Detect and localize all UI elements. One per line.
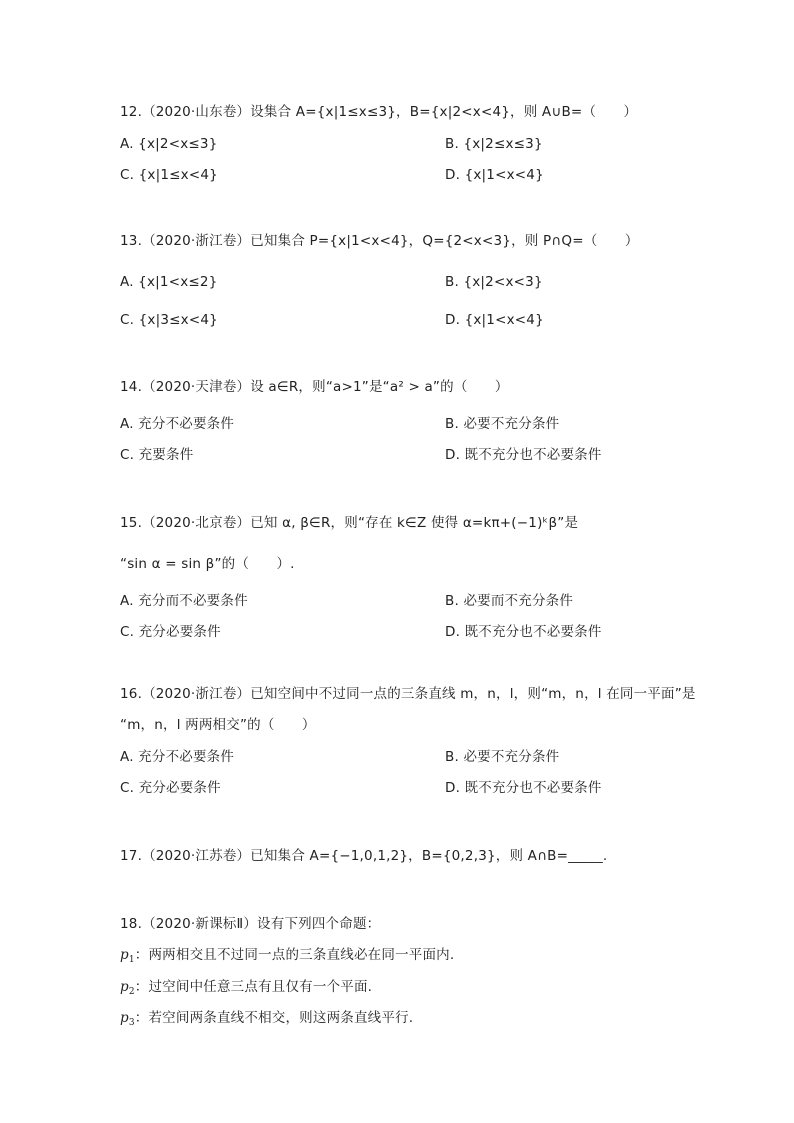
question-16-option-d: D. 既不充分也不必要条件 xyxy=(445,780,602,796)
question-12-stem: 12.（2020·山东卷）设集合 A={x|1≤x≤3}，B={x|2<x<4}，则 A∪B=（ ） xyxy=(120,104,638,120)
question-15-stem-continued: “sin α = sin β”的（ ）. xyxy=(120,556,295,572)
proposition-label: p xyxy=(120,979,129,995)
question-15-option-b: B. 必要而不充分条件 xyxy=(445,593,574,609)
question-14-option-b: B. 必要不充分条件 xyxy=(445,416,560,432)
question-13-option-c: C. {x|3≤x<4} xyxy=(120,312,218,328)
proposition-p3 xyxy=(120,1009,413,1032)
question-16-option-b: B. 必要不充分条件 xyxy=(445,749,560,765)
proposition-text: ：两两相交且不过同一点的三条直线必在同一平面内. xyxy=(134,947,455,963)
question-17-stem: 17.（2020·江苏卷）已知集合 A={−1,0,1,2}，B={0,2,3}，则 A∩B=_____. xyxy=(120,848,608,864)
question-13-option-a: A. {x|1<x≤2} xyxy=(120,274,218,290)
proposition-index: 1 xyxy=(128,955,135,965)
proposition-p1 xyxy=(120,946,454,969)
proposition-index: 3 xyxy=(128,1018,135,1028)
question-12-option-c: C. {x|1≤x<4} xyxy=(120,167,218,183)
question-15-stem: 15.（2020·北京卷）已知 α, β∈R，则“存在 k∈Z 使得 α=kπ+(−1)ᵏβ”是 xyxy=(120,515,579,531)
proposition-p2 xyxy=(120,978,372,1001)
question-15-option-d: D. 既不充分也不必要条件 xyxy=(445,624,602,640)
proposition-text: ：过空间中任意三点有且仅有一个平面. xyxy=(134,979,373,995)
question-16-stem-continued: “m，n，l 两两相交”的（ ） xyxy=(120,717,316,733)
question-15-option-a: A. 充分而不必要条件 xyxy=(120,593,248,609)
question-16-stem: 16.（2020·浙江卷）已知空间中不过同一点的三条直线 m，n，l，则“m，n，l 在同一平面”是 xyxy=(120,686,696,702)
proposition-index: 2 xyxy=(128,987,135,997)
question-13-option-d: D. {x|1<x<4} xyxy=(445,312,544,328)
question-12-option-a: A. {x|2<x≤3} xyxy=(120,136,218,152)
question-18-stem: 18.（2020·新课标Ⅱ）设有下列四个命题： xyxy=(120,916,381,932)
question-14-option-d: D. 既不充分也不必要条件 xyxy=(445,447,602,463)
question-14-option-a: A. 充分不必要条件 xyxy=(120,416,235,432)
question-12-option-d: D. {x|1<x<4} xyxy=(445,167,544,183)
proposition-label: p xyxy=(120,1010,129,1026)
question-15-option-c: C. 充分必要条件 xyxy=(120,624,221,640)
proposition-label: p xyxy=(120,947,129,963)
question-13-option-b: B. {x|2<x<3} xyxy=(445,274,543,290)
proposition-text: ：若空间两条直线不相交，则这两条直线平行. xyxy=(134,1010,414,1026)
question-12-option-b: B. {x|2≤x≤3} xyxy=(445,136,543,152)
question-14-stem: 14.（2020·天津卷）设 a∈R，则“a>1”是“a² > a”的（ ） xyxy=(120,379,509,395)
question-16-option-a: A. 充分不必要条件 xyxy=(120,749,235,765)
question-13-stem: 13.（2020·浙江卷）已知集合 P={x|1<x<4}，Q={2<x<3}，则 P∩Q=（ ） xyxy=(120,233,639,249)
question-16-option-c: C. 充分必要条件 xyxy=(120,780,221,796)
question-14-option-c: C. 充要条件 xyxy=(120,447,194,463)
